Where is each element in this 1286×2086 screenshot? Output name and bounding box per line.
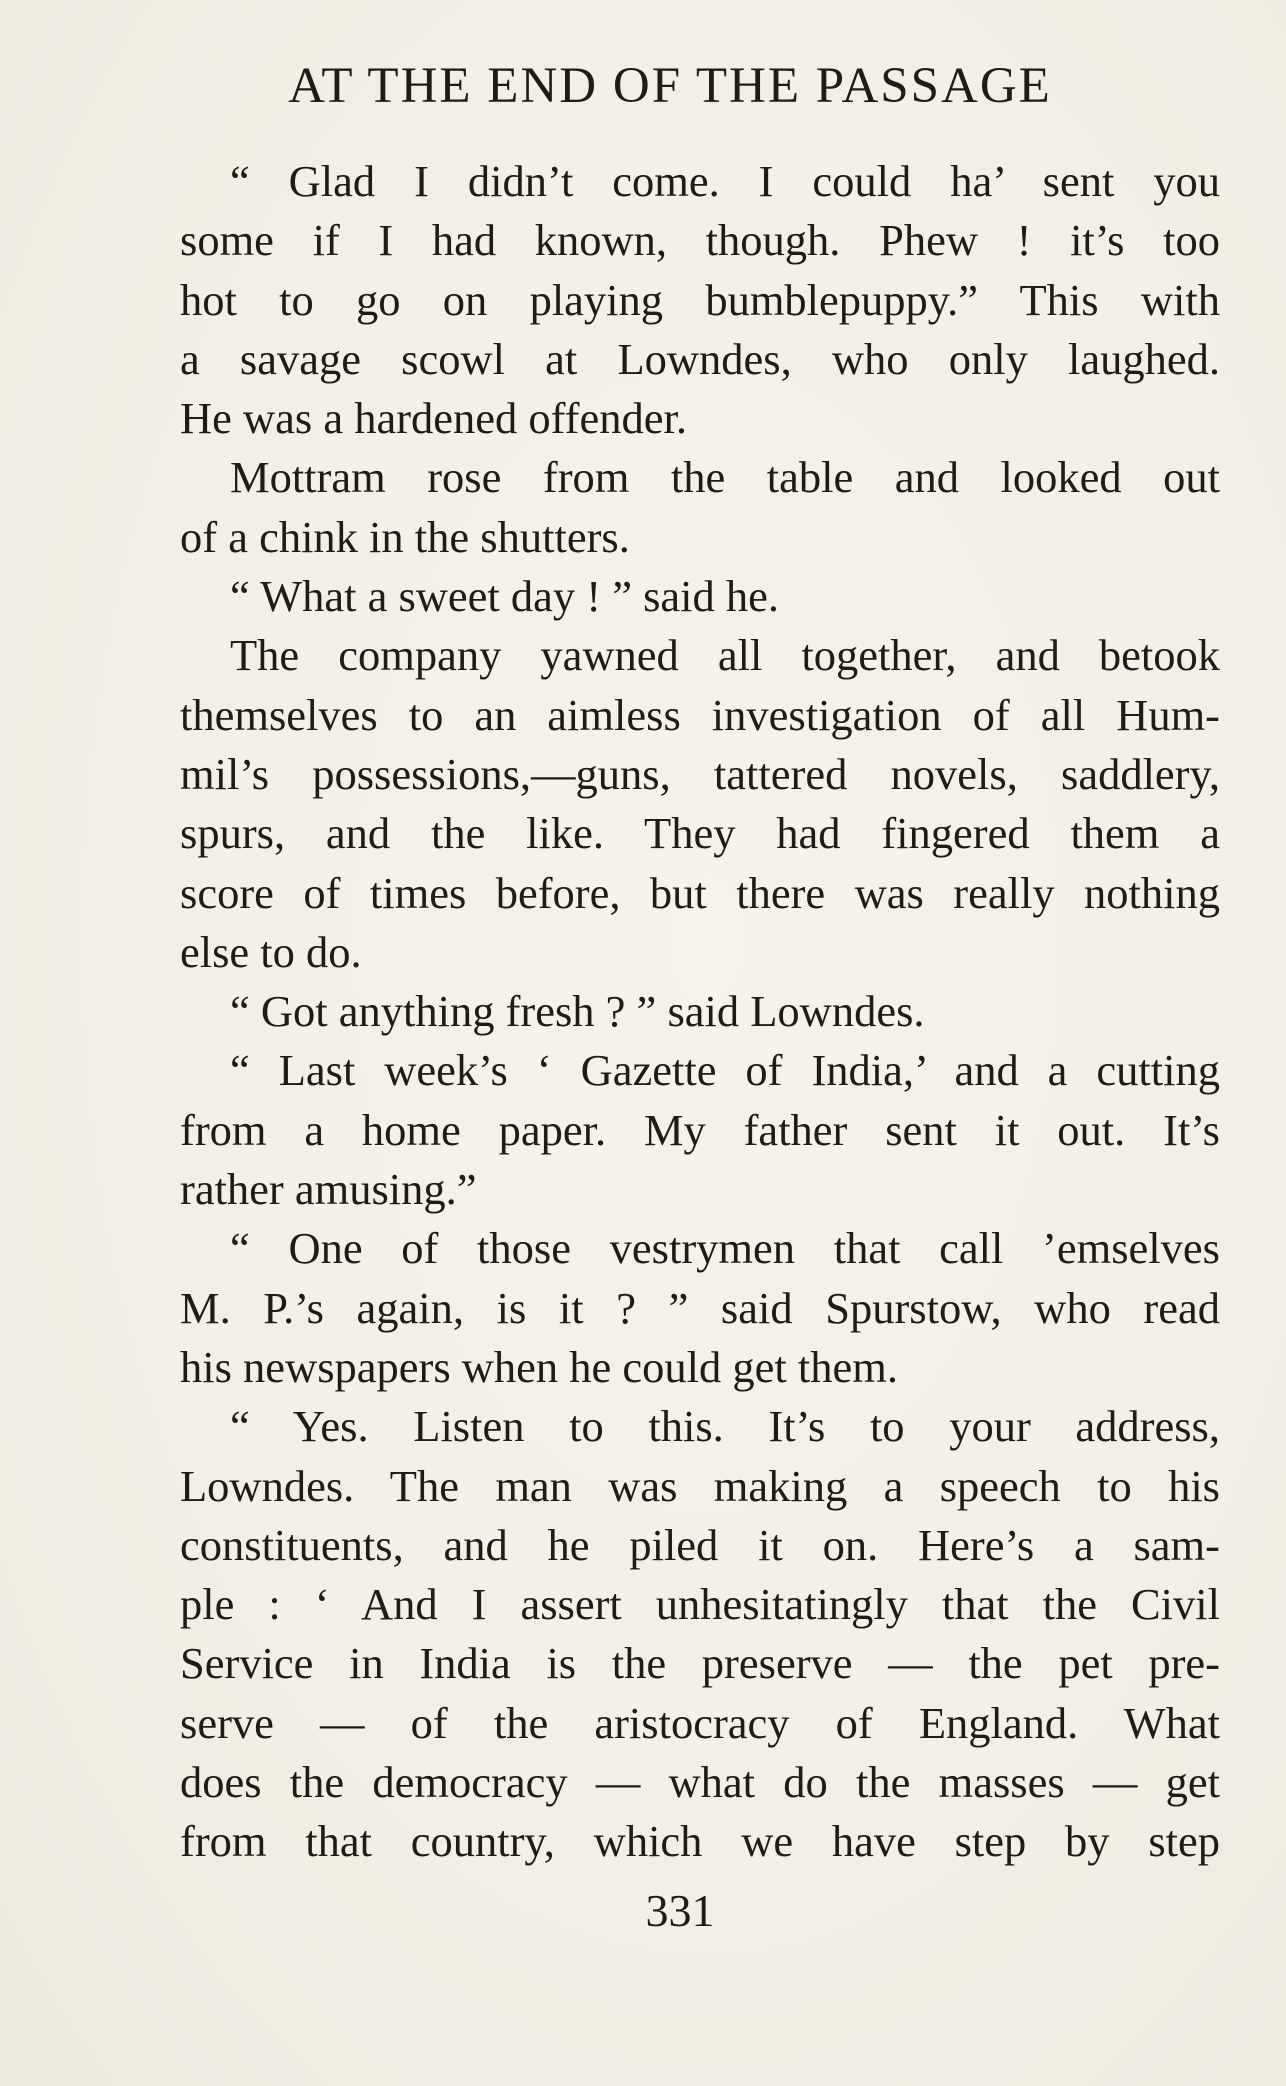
text-line: themselves to an aimless investigation of all Hum- [180, 689, 1220, 740]
text-line: M. P.’s again, is it ? ” said Spurstow, who read [180, 1282, 1220, 1333]
text-line: his newspapers when he could get them. [180, 1341, 898, 1392]
text-line: a savage scowl at Lowndes, who only laughed. [180, 333, 1220, 384]
text-line: Lowndes. The man was making a speech to his [180, 1460, 1220, 1511]
text-line: constituents, and he piled it on. Here’s a sam- [180, 1519, 1220, 1570]
text-line: hot to go on playing bumblepuppy.” This with [180, 274, 1220, 325]
text-line: spurs, and the like. They had fingered them a [180, 808, 1220, 859]
running-head: AT THE END OF THE PASSAGE [288, 58, 1052, 114]
text-line: some if I had known, though. Phew ! it’s too [180, 215, 1220, 266]
text-line: of a chink in the shutters. [180, 511, 630, 562]
text-line: “ Glad I didn’t come. I could ha’ sent you [230, 156, 1220, 206]
text-line: “ Got anything fresh ? ” said Lowndes. [230, 986, 925, 1037]
text-line: Service in India is the preserve — the pet pre- [180, 1638, 1220, 1689]
body-text [180, 152, 1220, 1872]
text-line: “ One of those vestrymen that call ’emselves [230, 1223, 1220, 1274]
text-line: “ Last week’s ‘ Gazette of India,’ and a cutting [230, 1045, 1220, 1096]
text-line: score of times before, but there was really nothing [180, 867, 1220, 918]
text-line: “ Yes. Listen to this. It’s to your address, [230, 1401, 1220, 1452]
text-line: from that country, which we have step by step [180, 1816, 1220, 1867]
page-number: 331 [645, 1885, 715, 1936]
text-line: else to do. [180, 926, 362, 977]
text-line: He was a hardened offender. [180, 393, 687, 444]
text-line: mil’s possessions,—guns, tattered novels, saddlery, [180, 748, 1220, 799]
text-line: rather amusing.” [180, 1164, 477, 1215]
text-line: “ What a sweet day ! ” said he. [230, 571, 780, 622]
text-line: ple : ‘ And I assert unhesitatingly that the Civil [180, 1579, 1220, 1630]
text-line: serve — of the aristocracy of England. What [180, 1697, 1220, 1748]
text-line: from a home paper. My father sent it out. It’s [180, 1104, 1220, 1155]
text-line: does the democracy — what do the masses — get [180, 1757, 1220, 1808]
text-line: The company yawned all together, and betook [230, 630, 1220, 681]
text-line: Mottram rose from the table and looked out [230, 452, 1220, 503]
